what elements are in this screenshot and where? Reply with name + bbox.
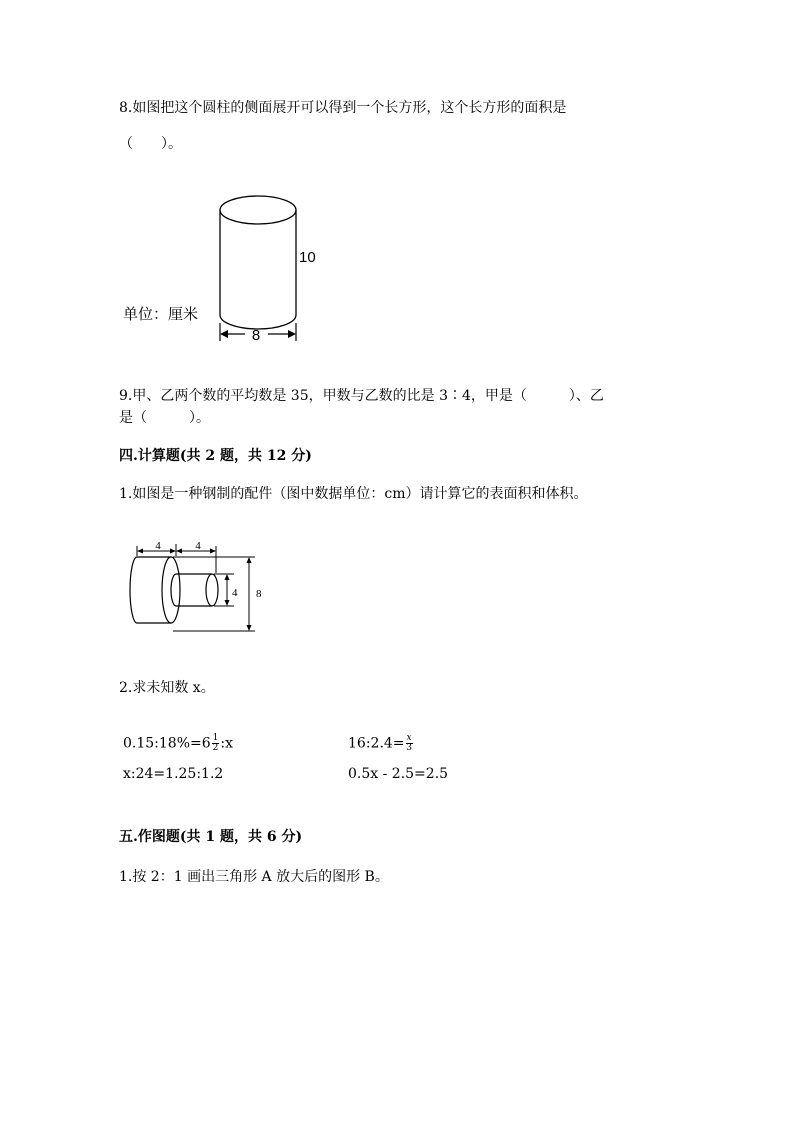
section5-q1-text: 1.按 2：1 画出三角形 A 放大后的图形 B。 (119, 869, 389, 885)
height-label: 10 (299, 249, 316, 266)
big-dia-arrow-bottom (247, 625, 252, 631)
equation-1-fraction-denominator: 2 (212, 743, 219, 753)
big-cylinder-left-arc (130, 557, 137, 623)
small-dia-arrow-top (225, 574, 230, 580)
q8-text-line1: 8.如图把这个圆柱的侧面展开可以得到一个长方形，这个长方形的面积是 (119, 100, 567, 116)
dim-arrow-2 (170, 549, 176, 554)
label-left-length: 4 (155, 540, 161, 552)
equation-4: 0.5x - 2.5=2.5 (348, 766, 449, 782)
section4-heading: 四.计算题(共 2 题，共 12 分) (119, 448, 312, 464)
equation-1-fraction (212, 734, 220, 753)
equation-2-fraction-denominator: 3 (406, 743, 412, 753)
label-right-length: 4 (195, 540, 201, 552)
dim-arrow-4 (210, 549, 216, 554)
diameter-arrow-left (220, 330, 228, 338)
label-big-diameter: 8 (256, 588, 262, 600)
small-dia-arrow-bottom (225, 600, 230, 606)
section5-heading: 五.作图题(共 1 题，共 6 分) (119, 829, 303, 845)
equation-2-fraction (406, 734, 413, 753)
dim-arrow-1 (137, 549, 143, 554)
equation-2-prefix: 16:2.4= (348, 735, 405, 752)
dim-arrow-3 (176, 549, 182, 554)
label-small-diameter: 4 (232, 587, 238, 599)
diameter-label: 8 (251, 327, 261, 344)
small-cylinder-right-face (206, 574, 218, 606)
equation-2 (348, 734, 414, 753)
equation-1-suffix: :x (220, 735, 234, 752)
unit-label: 单位：厘米 (123, 305, 199, 323)
q8-text-line2: （ ）。 (119, 136, 182, 152)
q9-text-line1: 9.甲、乙两个数的平均数是 35，甲数与乙数的比是 3∶4，甲是（ ）、乙 (119, 388, 604, 404)
equation-3: x:24=1.25:1.2 (123, 766, 224, 782)
equation-1 (123, 734, 233, 753)
section4-q2-text: 2.求未知数 x。 (119, 680, 215, 696)
cylinder-figure (115, 185, 325, 350)
steel-part-figure (115, 530, 275, 640)
equation-1-fraction-numerator: 1 (212, 733, 219, 743)
diameter-arrow-right (288, 330, 296, 338)
equation-1-prefix: 0.15:18%=6 (123, 735, 211, 752)
cylinder-top-ellipse (220, 196, 296, 224)
big-dia-arrow-top (247, 557, 252, 563)
equation-2-fraction-numerator: x (406, 733, 412, 743)
q9-text-line2: 是（ ）。 (119, 410, 210, 426)
section4-q1-text: 1.如图是一种钢制的配件（图中数据单位：cm）请计算它的表面积和体积。 (119, 486, 588, 502)
